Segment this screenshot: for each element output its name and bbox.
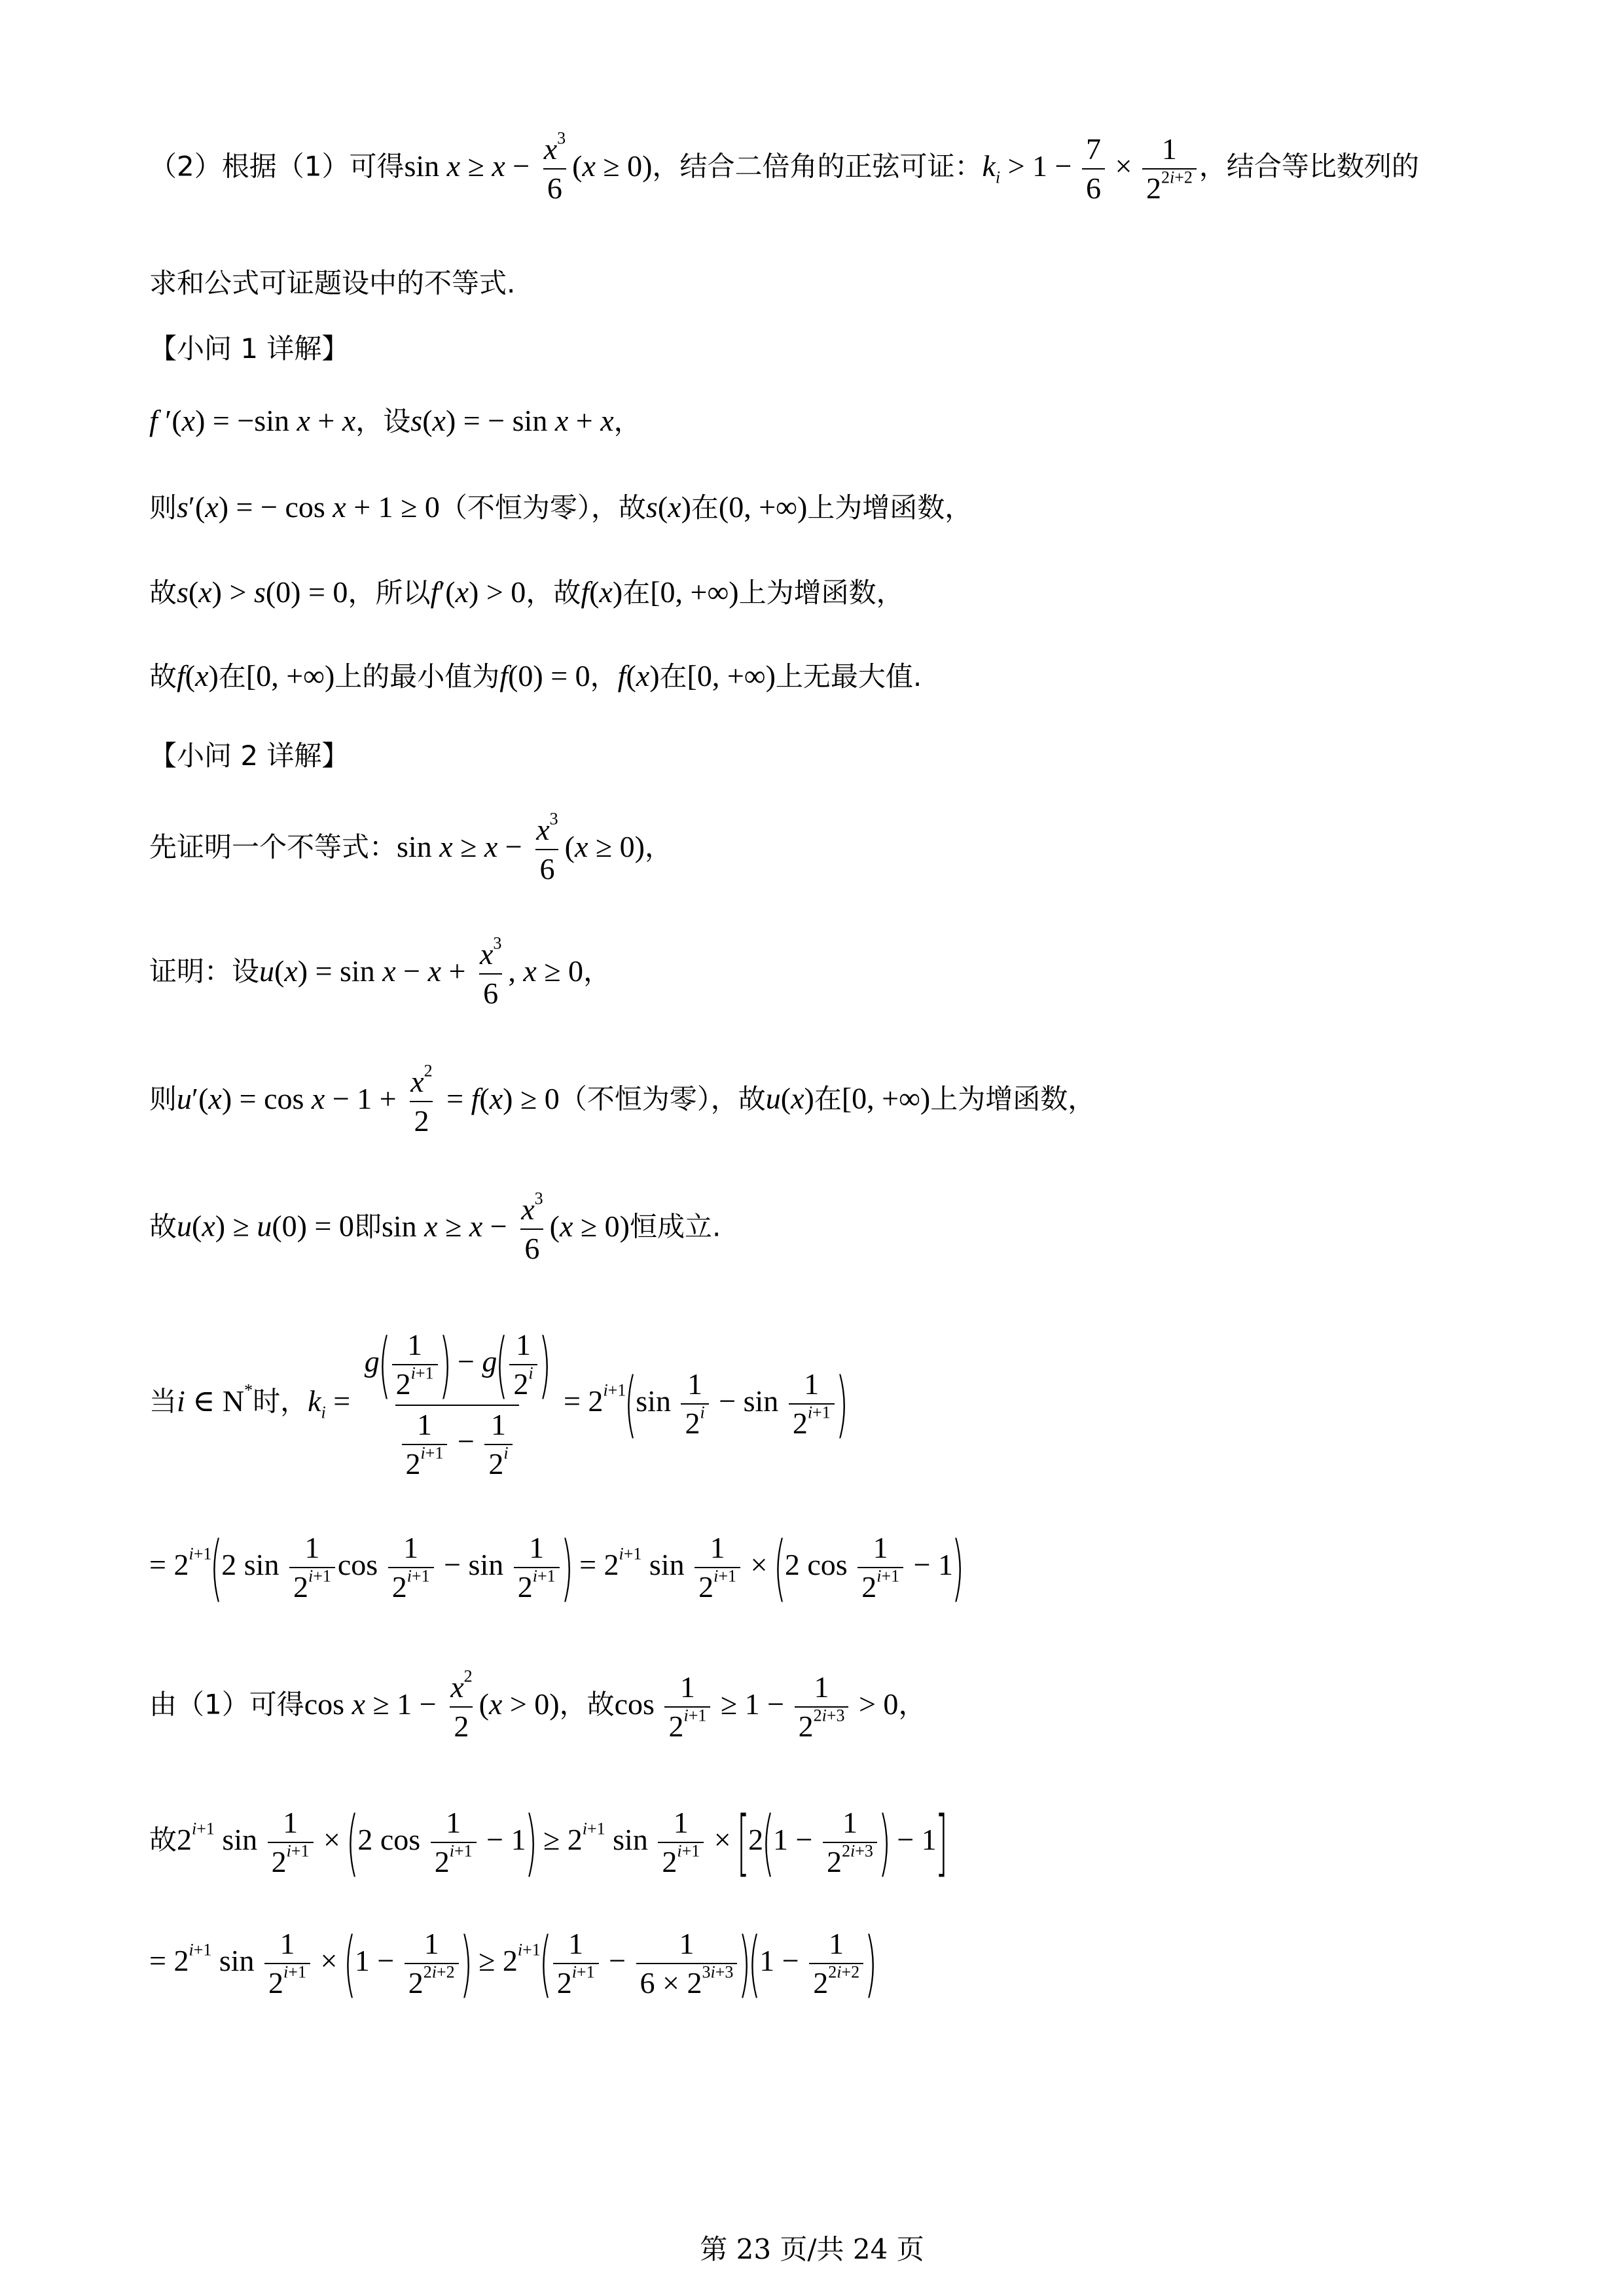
text: ，所以 bbox=[348, 577, 431, 609]
text: 证明：设 bbox=[149, 955, 260, 988]
text: ，故 bbox=[526, 577, 581, 609]
text: 在 bbox=[814, 1083, 842, 1115]
line-proof bbox=[149, 933, 611, 1010]
formula-sin-ineq: sin x ≥ x − $\frac{x^3}{6}$ (x ≥ 0) bbox=[404, 128, 653, 205]
intro-text: （2）根据（1）可得 bbox=[149, 150, 405, 183]
line-uprime bbox=[149, 1061, 1096, 1138]
text: 故 bbox=[149, 577, 177, 609]
formula-ki: $k_i$ = g( $\frac{1}{2^{i+1}}$ ) − g( $\frac{1}{2^i}$ ) $\frac{1}{2^{i+1}}$ − $\frac{1}{2^i}$ = $2^{i+1}(\sin$ $\frac{1}{2^i}$ − sin $\frac{1}{2^{i+1}}$ ) bbox=[308, 1323, 848, 1480]
formula-fx: f(x) bbox=[581, 575, 623, 609]
text: 先证明一个不等式： bbox=[149, 831, 397, 863]
formula-interval: [0, +∞) bbox=[687, 659, 776, 692]
text: 时， bbox=[253, 1385, 308, 1418]
page-footer: 第 23 页/共 24 页 bbox=[700, 2233, 924, 2265]
formula-interval-open: (0, +∞) bbox=[718, 490, 808, 524]
line-prove bbox=[149, 809, 673, 886]
text: ，设 bbox=[355, 405, 411, 437]
formula-cos-ineq: cos x ≥ 1 − $\frac{x^2}{2}$ (x > 0) bbox=[304, 1666, 560, 1743]
intro-text: ，结合等比数列的 bbox=[1199, 150, 1419, 183]
formula-so: $2^{i+1}$ sin $\frac{1}{2^{i+1}}$ × (2 cos $\frac{1}{2^{i+1}}$ − $1) \ge 2^{i+1}$ sin $\frac{1}{2^{i+1}}$ × [2(1 − $\frac{1}{2^{2i+3}}$ ) − 1] bbox=[177, 1801, 948, 1884]
text: ， bbox=[645, 831, 673, 863]
formula-interval: [0, +∞) bbox=[841, 1081, 931, 1115]
line-double-angle bbox=[149, 1526, 965, 1609]
formula-ki-bound: $k_i > 1$ − $\frac{7}{6}$ × $\frac{1}{2^{2i+2}}$ bbox=[982, 149, 1199, 183]
text: ， bbox=[613, 405, 641, 437]
text: 故 bbox=[149, 1210, 177, 1243]
text: 即 bbox=[353, 1210, 382, 1243]
text: 在 bbox=[623, 577, 651, 609]
formula-fprime-gt: f′(x) > 0 bbox=[430, 575, 526, 609]
line-ki bbox=[149, 1323, 848, 1480]
formula-ux: u(x) = sin x − x + $\frac{x^3}{6}$ , x ≥ 0 bbox=[259, 933, 584, 1010]
formula-sin-ineq: sin x ≥ x − $\frac{x^3}{6}$ (x ≥ 0) bbox=[381, 1189, 630, 1265]
text: （不恒为零），故 bbox=[439, 492, 646, 524]
line-so bbox=[149, 1801, 948, 1884]
text: 故 bbox=[149, 660, 177, 692]
text: 上无最大值. bbox=[775, 660, 922, 692]
text: 上为增函数， bbox=[807, 492, 973, 524]
intro-line-2: 求和公式可证题设中的不等式. bbox=[149, 267, 516, 299]
text: 当 bbox=[149, 1385, 177, 1418]
intro-text: ，结合二倍角的正弦可证： bbox=[652, 150, 983, 183]
formula-fx: f(x) bbox=[617, 659, 660, 692]
text: 则 bbox=[149, 1083, 177, 1115]
line-final bbox=[149, 1922, 878, 2005]
text: ， bbox=[590, 660, 618, 692]
text: 在 bbox=[691, 492, 719, 524]
formula-sin-ineq: sin x ≥ x − $\frac{x^3}{6}$ (x ≥ 0) bbox=[397, 809, 645, 886]
formula-s-gt: s(x) > s(0) = 0 bbox=[177, 575, 348, 609]
text: 由（1）可得 bbox=[149, 1688, 304, 1721]
text: 在 bbox=[659, 660, 687, 692]
line-fprime bbox=[149, 406, 641, 436]
text: 上为增函数， bbox=[738, 577, 904, 609]
text: 上的最小值为 bbox=[334, 660, 500, 692]
formula-double-angle: = $2^{i+1}(2$ sin $\frac{1}{2^{i+1}}$ cos $\frac{1}{2^{i+1}}$ − sin $\frac{1}{2^{i+1}}$ ) = $2^{i+1}$ sin $\frac{1}{2^{i+1}}$ × (2 cos $\frac{1}{2^{i+1}}$ − 1) bbox=[149, 1526, 965, 1609]
text: 故 bbox=[149, 1823, 177, 1856]
formula-final: = $2^{i+1}$ sin $\frac{1}{2^{i+1}}$ × (1 − $\frac{1}{2^{2i+2}}$ ) ≥ $2^{i+1}$( $\frac{1}{2^{i+1}}$ − $\frac{1}{6 \times 2^{3i+3}}$ )(1 − $\frac{1}{2^{2i+2}}$ ) bbox=[149, 1922, 878, 2005]
formula-i-in-n: i ∈ N* bbox=[177, 1380, 253, 1418]
intro-line-1 bbox=[149, 128, 1419, 205]
section-title-2: 【小问 2 详解】 bbox=[149, 740, 350, 772]
formula-sprime: s′(x) = − cos x + 1 ≥ 0 bbox=[177, 490, 440, 524]
line-s0 bbox=[149, 577, 904, 607]
formula-sx: s(x) bbox=[645, 490, 691, 524]
formula-interval: [0, +∞) bbox=[650, 575, 739, 609]
line-u0 bbox=[149, 1189, 721, 1265]
line-by1 bbox=[149, 1666, 926, 1743]
formula-fx: f(x) bbox=[177, 659, 219, 692]
text: ， bbox=[583, 955, 611, 988]
text: 则 bbox=[149, 492, 177, 524]
formula-uprime: u′(x) = cos x − 1 + $\frac{x^2}{2}$ = f(x) ≥ 0 bbox=[177, 1061, 560, 1138]
formula-s: s(x) = − sin x + x bbox=[410, 404, 614, 437]
formula-u-ge: u(x) ≥ u(0) = 0 bbox=[177, 1209, 354, 1243]
line-sprime bbox=[149, 492, 972, 522]
text: 上为增函数， bbox=[930, 1083, 1096, 1115]
text: 恒成立. bbox=[629, 1210, 721, 1243]
text: （不恒为零），故 bbox=[559, 1083, 766, 1115]
formula-f0: f(0) = 0 bbox=[499, 659, 590, 692]
formula-fprime: f ′(x) = −sin x + x bbox=[149, 404, 356, 437]
section-title-1: 【小问 1 详解】 bbox=[149, 332, 350, 365]
formula-cos-bound: cos $\frac{1}{2^{i+1}}$ ≥ 1 − $\frac{1}{2^{2i+3}}$ > 0 bbox=[614, 1670, 899, 1743]
formula-interval: [0, +∞) bbox=[245, 659, 335, 692]
text: 在 bbox=[218, 660, 246, 692]
formula-ux: u(x) bbox=[765, 1081, 814, 1115]
text: ，故 bbox=[559, 1688, 615, 1721]
text: ， bbox=[898, 1688, 926, 1721]
line-min bbox=[149, 661, 922, 691]
